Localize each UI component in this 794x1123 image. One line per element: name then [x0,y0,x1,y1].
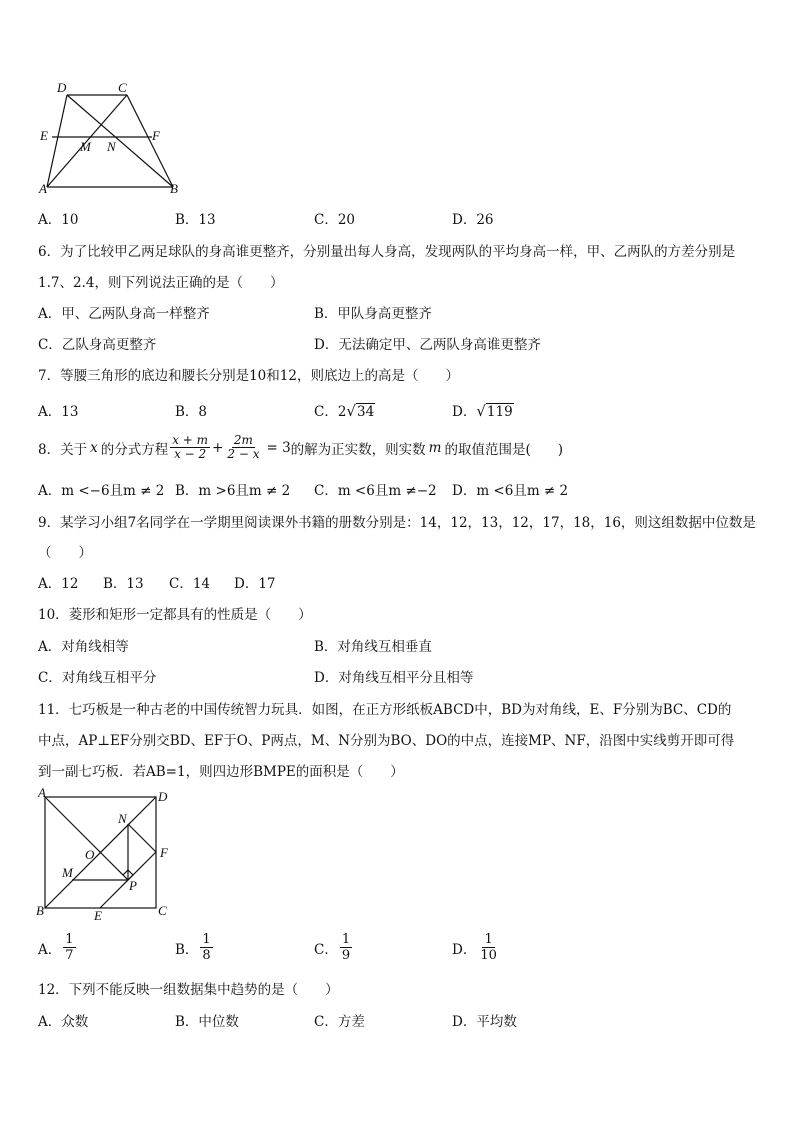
q7-option-c-radicand: 34 [356,404,375,420]
q11-label-f: F [160,845,168,860]
q11-label-o: O [85,847,95,862]
q10-option-b: B．对角线互相垂直 [314,639,432,655]
q8-var-x: x [90,439,98,456]
q9-option-d: D．17 [234,576,276,592]
q11-label-c: C [158,903,167,918]
q5-option-a: A．10 [38,212,79,228]
q5-label-b: B [170,181,178,196]
q11-label-d: D [158,789,168,804]
q6-option-d: D．无法确定甲、乙两队身高谁更整齐 [314,337,541,353]
q6-option-c: C．乙队身高更整齐 [38,337,157,353]
q10-option-d: D．对角线互相平分且相等 [314,670,474,686]
q11-label-b: B [36,903,44,918]
q11-stem-line2: 中点，AP⊥EF分别交BD、EF于O、P两点，M、N分别为BO、DO的中点，连接MP、NF，沿图中实线剪开即可得 [38,733,735,749]
q5-label-n: N [107,139,116,154]
q12-option-a: A．众数 [38,1014,89,1030]
q8-option-d: D．m <6且m ≠ 2 [452,483,569,499]
q9-stem-line2: （ ） [38,545,92,561]
q9-option-b: B．13 [103,576,144,592]
q8-fraction-1: $\frac{x + m}{x - 2}$ [172,433,209,461]
q8-plus: + [212,439,224,456]
q7-option-d-label: D． [452,404,477,420]
q7-option-c-coef: C．2 [314,404,347,420]
q11-option-d: D． $\frac{1}{10}$ [452,932,497,963]
q5-label-e: E [40,128,48,143]
q11-label-a: A [38,785,46,800]
q7-option-d: D．√119 [452,402,513,420]
q10-option-a: A．对角线相等 [38,639,129,655]
q7-stem: 7．等腰三角形的底边和腰长分别是10和12，则底边上的高是（ ） [38,368,459,384]
q9-option-a: A．12 [38,576,79,592]
q8-stem-post1: 的解为正实数，则实数 [290,441,426,458]
q10-stem: 10．菱形和矩形一定都具有的性质是（ ） [38,607,312,623]
q8-fraction-2: $\frac{2m}{2 - x}$ [227,433,260,461]
q5-option-d: D．26 [452,212,494,228]
q6-option-a: A．甲、乙两队身高一样整齐 [38,306,210,322]
q8-stem-post2: 的取值范围是( ) [444,441,564,458]
q7-option-b: B．8 [175,404,208,420]
q11-option-a: A． $\frac{1}{7}$ [38,932,74,963]
q11-label-e: E [94,908,102,923]
q11-stem-line1: 11．七巧板是一种古老的中国传统智力玩具．如图，在正方形纸板ABCD中，BD为对角线，E、F分别为BC、CD的 [38,702,732,718]
q12-stem: 12．下列不能反映一组数据集中趋势的是（ ） [38,982,339,998]
q5-option-c: C．20 [314,212,356,228]
q8-stem-mid: 的分式方程 [100,441,169,458]
q5-label-f: F [152,128,160,143]
q8-var-m: m [428,439,442,456]
q11-label-m: M [62,865,73,880]
q9-option-c: C．14 [169,576,211,592]
q8-option-b: B．m >6且m ≠ 2 [175,483,291,499]
q8-option-a: A．m <−6且m ≠ 2 [38,483,165,499]
q5-trapezoid-figure [30,78,190,198]
q11-option-b: B． $\frac{1}{8}$ [175,932,211,963]
q11-option-c: C． $\frac{1}{9}$ [314,932,351,963]
q8-equals: = 3 [266,439,291,456]
q9-stem-line1: 9．某学习小组7名同学在一学期里阅读课外书籍的册数分别是：14，12，13，12，17，18，16，则这组数据中位数是 [38,515,756,531]
q8-option-c: C．m <6且m ≠−2 [314,483,437,499]
q7-option-d-radicand: 119 [486,404,513,420]
q6-stem-line2: 1.7、2.4，则下列说法正确的是（ ） [38,275,284,291]
q12-option-d: D．平均数 [452,1014,517,1030]
q12-option-c: C．方差 [314,1014,365,1030]
q5-option-b: B．13 [175,212,216,228]
q5-label-m: M [80,139,91,154]
q11-label-p: P [129,878,137,893]
q5-label-a: A [39,181,47,196]
q6-stem-line1: 6．为了比较甲乙两足球队的身高谁更整齐，分别量出每人身高，发现两队的平均身高一样，甲、乙两队的方差分别是 [38,244,736,260]
q12-option-b: B．中位数 [175,1014,239,1030]
q10-option-c: C．对角线互相平分 [38,670,157,686]
q11-stem-line3: 到一副七巧板．若AB=1，则四边形BMPE的面积是（ ） [38,764,404,780]
q7-option-c: C．2√34 [314,402,375,420]
q8-stem-pre: 8．关于 [38,441,88,458]
q7-option-a: A．13 [38,404,79,420]
q11-tangram-figure [30,785,180,923]
q11-label-n: N [118,811,127,826]
q5-label-c: C [118,80,127,95]
q5-label-d: D [57,80,67,95]
q6-option-b: B．甲队身高更整齐 [314,306,432,322]
q8-stem [38,434,563,461]
